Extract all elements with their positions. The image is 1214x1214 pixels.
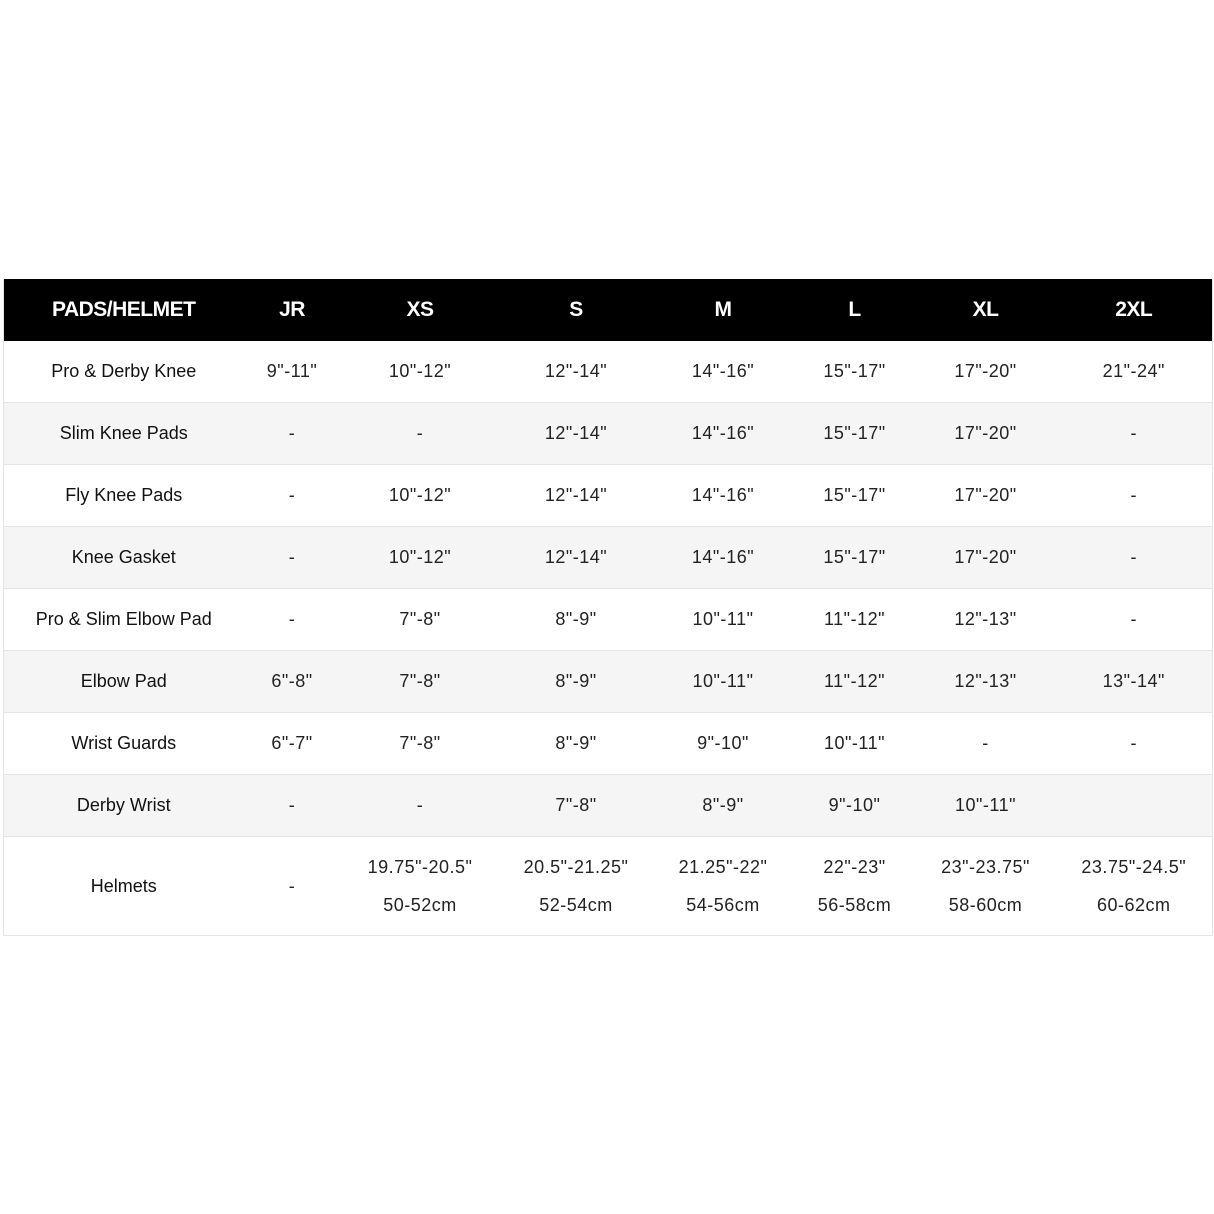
- header-product: PADS/HELMET: [4, 279, 244, 341]
- size-chart-table: [3, 279, 1213, 936]
- product-name: Helmets: [4, 837, 244, 936]
- header-l: L: [794, 279, 916, 341]
- table-row: [4, 589, 1213, 651]
- size-cell: [500, 837, 653, 936]
- size-inches: 21.25"-22": [678, 857, 768, 877]
- table-row: [4, 465, 1213, 527]
- size-cell: 12"-14": [500, 465, 653, 527]
- size-cell: 12"-13": [916, 651, 1056, 713]
- size-cell: -: [244, 465, 341, 527]
- size-cell: 15"-17": [794, 527, 916, 589]
- size-cell: 10"-12": [341, 527, 500, 589]
- size-cell: 12"-14": [500, 341, 653, 403]
- product-name: Wrist Guards: [4, 713, 244, 775]
- size-inches: 19.75"-20.5": [367, 857, 473, 877]
- size-cell: 15"-17": [794, 341, 916, 403]
- product-name: Slim Knee Pads: [4, 403, 244, 465]
- table-row-helmets: [4, 837, 1213, 936]
- size-cell: 7"-8": [341, 589, 500, 651]
- header-m: M: [653, 279, 794, 341]
- size-cm: 56-58cm: [817, 895, 892, 915]
- table-row: [4, 403, 1213, 465]
- size-cell: 17"-20": [916, 465, 1056, 527]
- size-inches: 20.5"-21.25": [523, 857, 629, 877]
- size-cell: 11"-12": [794, 651, 916, 713]
- size-cell: 10"-11": [653, 589, 794, 651]
- table-body: [4, 341, 1213, 936]
- size-cell: 9"-10": [794, 775, 916, 837]
- size-cell: -: [1056, 403, 1213, 465]
- size-cell: 8"-9": [653, 775, 794, 837]
- size-cell: 14"-16": [653, 341, 794, 403]
- size-cell: -: [341, 403, 500, 465]
- table-row: [4, 651, 1213, 713]
- size-cell: -: [1056, 713, 1213, 775]
- size-cell: -: [244, 775, 341, 837]
- size-cell: [794, 837, 916, 936]
- size-cm: 60-62cm: [1096, 895, 1171, 915]
- table-row: [4, 775, 1213, 837]
- size-cell: 7"-8": [341, 713, 500, 775]
- product-name: Pro & Derby Knee: [4, 341, 244, 403]
- size-cell: 8"-9": [500, 651, 653, 713]
- size-cell: 12"-14": [500, 403, 653, 465]
- size-inches: 23.75"-24.5": [1081, 857, 1187, 877]
- header-xl: XL: [916, 279, 1056, 341]
- size-cell: 12"-14": [500, 527, 653, 589]
- size-cell: -: [1056, 589, 1213, 651]
- size-cell: 7"-8": [341, 651, 500, 713]
- product-name: Derby Wrist: [4, 775, 244, 837]
- product-name: Pro & Slim Elbow Pad: [4, 589, 244, 651]
- size-cell: 17"-20": [916, 341, 1056, 403]
- header-s: S: [500, 279, 653, 341]
- table-row: [4, 341, 1213, 403]
- size-cell: [653, 837, 794, 936]
- size-cell: 8"-9": [500, 589, 653, 651]
- size-cell: 10"-11": [916, 775, 1056, 837]
- size-cell: 8"-9": [500, 713, 653, 775]
- size-cell: 14"-16": [653, 527, 794, 589]
- size-cell: 21"-24": [1056, 341, 1213, 403]
- header-row: [4, 279, 1213, 341]
- size-cell: 13"-14": [1056, 651, 1213, 713]
- header-xs: XS: [341, 279, 500, 341]
- size-cell: [1056, 837, 1213, 936]
- header-2xl: 2XL: [1056, 279, 1213, 341]
- size-cm: 54-56cm: [686, 895, 760, 915]
- product-name: Elbow Pad: [4, 651, 244, 713]
- size-cell: 9"-10": [653, 713, 794, 775]
- table-row: [4, 527, 1213, 589]
- size-cell: -: [1056, 527, 1213, 589]
- size-cell: 10"-12": [341, 341, 500, 403]
- size-cell: 17"-20": [916, 403, 1056, 465]
- size-cell: -: [341, 775, 500, 837]
- size-cell: [341, 837, 500, 936]
- size-cell: 14"-16": [653, 465, 794, 527]
- size-cell: 10"-11": [653, 651, 794, 713]
- size-cm: 50-52cm: [383, 895, 457, 915]
- size-inches: 22"-23": [823, 857, 886, 877]
- size-inches: 23"-23.75": [941, 857, 1030, 877]
- size-cell: 12"-13": [916, 589, 1056, 651]
- size-cell: 6"-8": [244, 651, 341, 713]
- size-cell: 15"-17": [794, 465, 916, 527]
- header-jr: JR: [244, 279, 341, 341]
- size-cell: -: [244, 589, 341, 651]
- size-cell: 6"-7": [244, 713, 341, 775]
- size-cell: [916, 837, 1056, 936]
- size-cm: 52-54cm: [539, 895, 613, 915]
- size-cell: -: [244, 403, 341, 465]
- size-cell: 15"-17": [794, 403, 916, 465]
- size-cell: [1056, 775, 1213, 837]
- size-cell: 7"-8": [500, 775, 653, 837]
- size-cell: -: [916, 713, 1056, 775]
- product-name: Knee Gasket: [4, 527, 244, 589]
- size-cell: 17"-20": [916, 527, 1056, 589]
- size-cell: 14"-16": [653, 403, 794, 465]
- size-cell: 10"-11": [794, 713, 916, 775]
- table-header: [4, 279, 1213, 341]
- size-cm: 58-60cm: [948, 895, 1023, 915]
- size-cell: 10"-12": [341, 465, 500, 527]
- table-row: [4, 713, 1213, 775]
- size-cell: -: [244, 527, 341, 589]
- product-name: Fly Knee Pads: [4, 465, 244, 527]
- size-cell: 11"-12": [794, 589, 916, 651]
- size-cell: 9"-11": [244, 341, 341, 403]
- size-cell: -: [244, 837, 341, 936]
- size-cell: -: [1056, 465, 1213, 527]
